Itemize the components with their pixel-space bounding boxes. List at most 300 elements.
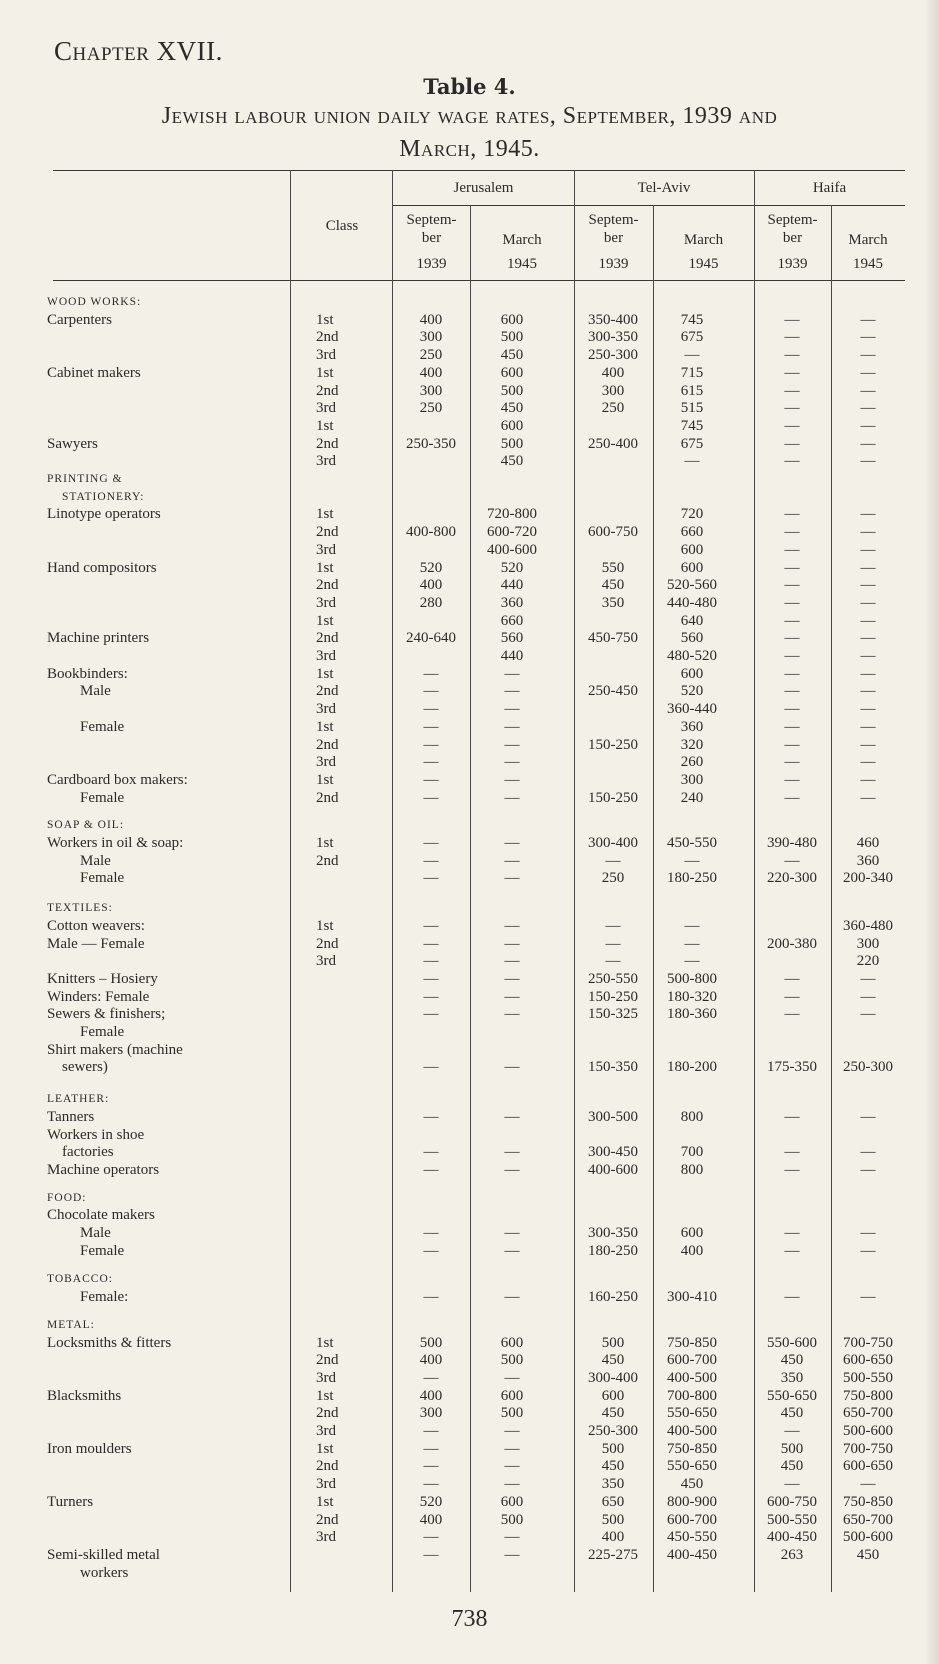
wage-cell: — bbox=[504, 1423, 520, 1439]
wage-cell: — bbox=[860, 435, 876, 452]
wage-cell: — bbox=[423, 771, 439, 788]
wage-cell: 450 bbox=[601, 577, 625, 594]
wage-cell: — bbox=[684, 453, 700, 470]
wage-cell: 700-750 bbox=[843, 1334, 893, 1351]
wage-cell: — bbox=[504, 1289, 520, 1306]
march-header-year: 1945 bbox=[853, 256, 883, 272]
wage-cell: 745 bbox=[680, 311, 704, 328]
wage-cell: — bbox=[423, 917, 439, 934]
wage-cell: — bbox=[860, 577, 876, 594]
wage-cell: 480-520 bbox=[667, 648, 717, 664]
wage-cell: — bbox=[423, 1529, 439, 1546]
wage-cell: — bbox=[860, 630, 876, 647]
class-cell: 3rd bbox=[316, 1476, 336, 1493]
wage-cell: 300-450 bbox=[588, 1144, 638, 1161]
wage-cell: 460 bbox=[856, 835, 880, 851]
section-heading bbox=[0, 470, 939, 488]
wage-cell: 650-700 bbox=[843, 1511, 893, 1528]
wage-cell: 400-800 bbox=[406, 524, 456, 541]
wage-cell: 400 bbox=[419, 311, 443, 328]
table-row bbox=[0, 364, 939, 382]
class-cell: 3rd bbox=[316, 754, 336, 771]
row-label: Locksmiths & fitters bbox=[47, 1334, 172, 1351]
wage-cell: 300-350 bbox=[588, 329, 638, 346]
section-title: LEATHER: bbox=[47, 1093, 110, 1106]
row-label: Female bbox=[80, 870, 125, 887]
wage-cell: 240 bbox=[680, 789, 704, 806]
wage-cell: — bbox=[504, 1369, 520, 1386]
class-cell: 3rd bbox=[316, 648, 336, 664]
class-cell: 1st bbox=[316, 1493, 334, 1510]
wage-cell: 350-400 bbox=[588, 311, 638, 328]
class-cell: 2nd bbox=[316, 577, 339, 594]
table-row bbox=[0, 682, 939, 700]
wage-cell: — bbox=[784, 648, 800, 664]
wage-cell: — bbox=[504, 1242, 520, 1259]
wage-cell: — bbox=[504, 771, 520, 788]
class-cell: 2nd bbox=[316, 382, 339, 399]
wage-cell: 500 bbox=[780, 1440, 804, 1457]
wage-cell: 350 bbox=[601, 1476, 625, 1493]
wage-cell: — bbox=[784, 541, 800, 558]
wage-cell: — bbox=[504, 1458, 520, 1475]
wage-cell: 450 bbox=[780, 1352, 804, 1369]
wage-cell: — bbox=[784, 612, 800, 629]
wage-cell: 500 bbox=[500, 382, 524, 399]
wage-cell: — bbox=[423, 1161, 439, 1178]
table-row bbox=[0, 1493, 939, 1511]
section-title: FOOD: bbox=[47, 1191, 87, 1204]
wage-cell: 600 bbox=[500, 311, 524, 328]
wage-cell: 560 bbox=[500, 630, 524, 647]
wage-cell: 650-700 bbox=[843, 1405, 893, 1422]
wage-cell: 520 bbox=[419, 1493, 443, 1510]
class-cell: 1st bbox=[316, 917, 334, 934]
section-heading bbox=[0, 1316, 939, 1334]
section-heading bbox=[0, 1189, 939, 1207]
wage-cell: 160-250 bbox=[588, 1289, 638, 1306]
wage-cell: — bbox=[504, 1440, 520, 1457]
wage-cell: 550 bbox=[601, 559, 625, 576]
class-cell: 3rd bbox=[316, 400, 336, 417]
section-title-line2: STATIONERY: bbox=[62, 490, 145, 503]
wage-cell: — bbox=[684, 852, 700, 869]
table-row bbox=[0, 629, 939, 647]
wage-cell: 300 bbox=[680, 771, 704, 788]
wage-cell: — bbox=[504, 1161, 520, 1178]
wage-cell: — bbox=[605, 852, 621, 869]
wage-cell: — bbox=[784, 400, 800, 417]
wage-cell: — bbox=[504, 988, 520, 1005]
table-row bbox=[0, 346, 939, 364]
wage-cell: 615 bbox=[680, 382, 704, 399]
wage-cell: 250 bbox=[601, 400, 625, 417]
wage-cell: — bbox=[423, 852, 439, 869]
wage-cell: 640 bbox=[680, 612, 704, 629]
wage-cell: 600-750 bbox=[767, 1493, 817, 1510]
wage-cell: 450 bbox=[601, 1458, 625, 1475]
table-row bbox=[0, 399, 939, 417]
wage-cell: — bbox=[504, 917, 520, 934]
wage-cell: 600 bbox=[500, 1493, 524, 1510]
wage-cell: 600-700 bbox=[667, 1511, 717, 1528]
wage-cell: 500 bbox=[601, 1440, 625, 1457]
table-row bbox=[0, 718, 939, 736]
wage-cell: 745 bbox=[680, 417, 704, 434]
wage-cell: — bbox=[423, 1423, 439, 1439]
class-cell: 2nd bbox=[316, 435, 339, 452]
wage-cell: 400 bbox=[419, 577, 443, 594]
wage-cell: — bbox=[504, 754, 520, 771]
class-cell: 1st bbox=[316, 1387, 334, 1404]
wage-cell: — bbox=[784, 683, 800, 700]
wage-cell: — bbox=[784, 789, 800, 806]
wage-cell: 300 bbox=[856, 935, 880, 952]
wage-cell: — bbox=[423, 701, 439, 718]
wage-cell: 600 bbox=[680, 1225, 704, 1241]
wage-cell: — bbox=[860, 506, 876, 523]
row-label: Male bbox=[80, 1225, 111, 1241]
row-label: Linotype operators bbox=[47, 506, 161, 523]
wage-cell: 200-380 bbox=[767, 935, 817, 952]
wage-cell: — bbox=[504, 1059, 520, 1076]
wage-cell: — bbox=[423, 835, 439, 851]
section-heading bbox=[0, 293, 939, 311]
class-cell: 1st bbox=[316, 1440, 334, 1457]
sep-header-line2: ber bbox=[603, 230, 624, 246]
wage-cell: — bbox=[504, 1006, 520, 1023]
row-label: Male — Female bbox=[47, 935, 145, 952]
wage-cell: — bbox=[423, 736, 439, 753]
row-label: Female bbox=[80, 789, 125, 806]
wage-cell: — bbox=[860, 594, 876, 611]
table-row bbox=[0, 1023, 939, 1041]
wage-cell: — bbox=[423, 683, 439, 700]
class-cell: 2nd bbox=[316, 852, 339, 869]
wage-cell: — bbox=[784, 1289, 800, 1306]
wage-cell: 320 bbox=[680, 736, 704, 753]
wage-cell: 250-300 bbox=[843, 1059, 893, 1076]
wage-cell: — bbox=[784, 417, 800, 434]
wage-cell: 700-750 bbox=[843, 1440, 893, 1457]
wage-cell: — bbox=[504, 1529, 520, 1546]
table-row bbox=[0, 452, 939, 470]
wage-cell: 150-325 bbox=[588, 1006, 638, 1023]
class-cell: 2nd bbox=[316, 935, 339, 952]
row-label: Hand compositors bbox=[47, 559, 157, 576]
wage-cell: 450 bbox=[500, 347, 524, 364]
table-row bbox=[0, 952, 939, 970]
wage-cell: — bbox=[423, 754, 439, 771]
row-label: Iron moulders bbox=[47, 1440, 132, 1457]
wage-cell: — bbox=[784, 736, 800, 753]
wage-cell: — bbox=[784, 970, 800, 987]
wage-cell: — bbox=[860, 754, 876, 771]
table-row bbox=[0, 1108, 939, 1126]
wage-cell: 250-550 bbox=[588, 970, 638, 987]
wage-cell: 150-250 bbox=[588, 736, 638, 753]
table-row bbox=[0, 1334, 939, 1352]
page-edge-shadow bbox=[925, 0, 939, 1664]
row-label: Female bbox=[80, 1024, 125, 1040]
row-label: Workers in oil & soap: bbox=[47, 835, 184, 851]
table-row bbox=[0, 1058, 939, 1076]
wage-cell: — bbox=[684, 347, 700, 364]
wage-cell: 400 bbox=[419, 1352, 443, 1369]
table-row bbox=[0, 541, 939, 559]
table-row bbox=[0, 559, 939, 577]
wage-cell: 500-600 bbox=[843, 1423, 893, 1439]
class-cell: 3rd bbox=[316, 1369, 336, 1386]
sep-header-year: 1939 bbox=[598, 256, 629, 272]
wage-cell: 800-900 bbox=[667, 1493, 717, 1510]
wage-cell: — bbox=[504, 953, 520, 970]
wage-cell: 400-600 bbox=[588, 1161, 638, 1178]
wage-cell: — bbox=[504, 970, 520, 987]
class-cell: 2nd bbox=[316, 1511, 339, 1528]
wage-cell: — bbox=[784, 559, 800, 576]
wage-cell: 750-800 bbox=[843, 1387, 893, 1404]
wage-cell: 400-450 bbox=[767, 1529, 817, 1546]
city-header-0: Jerusalem bbox=[453, 180, 514, 196]
row-label: Chocolate makers bbox=[47, 1207, 155, 1224]
wage-cell: — bbox=[784, 506, 800, 523]
class-cell: 1st bbox=[316, 835, 334, 851]
wage-cell: 250 bbox=[601, 870, 625, 887]
section-heading bbox=[0, 816, 939, 834]
wage-cell: — bbox=[860, 1242, 876, 1259]
row-label: Male bbox=[80, 852, 111, 869]
wage-cell: — bbox=[784, 364, 800, 381]
wage-cell: 200-340 bbox=[843, 870, 893, 887]
wage-cell: 450 bbox=[601, 1352, 625, 1369]
table-row bbox=[0, 1387, 939, 1405]
row-label: workers bbox=[80, 1564, 129, 1581]
wage-cell: — bbox=[423, 953, 439, 970]
wage-cell: 440-480 bbox=[667, 594, 717, 611]
class-cell: 1st bbox=[316, 612, 334, 629]
table-row bbox=[0, 612, 939, 630]
wage-cell: 550-650 bbox=[667, 1405, 717, 1422]
wage-cell: 800 bbox=[680, 1161, 704, 1178]
class-cell: 1st bbox=[316, 771, 334, 788]
page-number: 738 bbox=[451, 1606, 488, 1632]
table-row bbox=[0, 523, 939, 541]
sep-header-line2: ber bbox=[782, 230, 803, 246]
table-row bbox=[0, 834, 939, 852]
march-header-year: 1945 bbox=[688, 256, 719, 272]
march-header: March bbox=[848, 232, 888, 248]
table-row bbox=[0, 594, 939, 612]
wage-cell: 220-300 bbox=[767, 870, 817, 887]
wage-cell: 600 bbox=[500, 417, 524, 434]
wage-cell: 450 bbox=[500, 453, 524, 470]
table-row bbox=[0, 970, 939, 988]
wage-cell: 675 bbox=[680, 435, 704, 452]
wage-cell: — bbox=[784, 577, 800, 594]
wage-cell: 250 bbox=[419, 400, 443, 417]
row-label: Turners bbox=[47, 1493, 94, 1510]
wage-cell: 750-850 bbox=[843, 1493, 893, 1510]
wage-cell: 550-650 bbox=[767, 1387, 817, 1404]
wage-cell: 600-650 bbox=[843, 1352, 893, 1369]
wage-cell: — bbox=[784, 594, 800, 611]
wage-cell: — bbox=[504, 736, 520, 753]
wage-cell: 400 bbox=[601, 364, 625, 381]
wage-cell: 300-400 bbox=[588, 835, 638, 851]
wage-cell: — bbox=[860, 970, 876, 987]
wage-cell: 450 bbox=[601, 1405, 625, 1422]
wage-cell: — bbox=[860, 400, 876, 417]
class-cell: 1st bbox=[316, 417, 334, 434]
wage-cell: — bbox=[423, 1144, 439, 1161]
wage-cell: 560 bbox=[680, 630, 704, 647]
row-label: Female bbox=[80, 1242, 125, 1259]
wage-cell: — bbox=[784, 988, 800, 1005]
wage-cell: — bbox=[860, 311, 876, 328]
wage-cell: — bbox=[784, 1006, 800, 1023]
wage-cell: 180-250 bbox=[588, 1242, 638, 1259]
table-row bbox=[0, 1224, 939, 1242]
wage-cell: 250-350 bbox=[406, 435, 456, 452]
wage-cell: 600-750 bbox=[588, 524, 638, 541]
table-title-line-1: Jewish labour union daily wage rates, September, 1939 and bbox=[161, 103, 778, 129]
wage-cell: 450 bbox=[780, 1405, 804, 1422]
wage-cell: 500 bbox=[601, 1511, 625, 1528]
row-label: Semi-skilled metal bbox=[47, 1546, 160, 1563]
wage-cell: 400 bbox=[680, 1242, 704, 1259]
wage-cell: 500 bbox=[500, 1405, 524, 1422]
table-row bbox=[0, 1475, 939, 1493]
sep-header-line1: Septem- bbox=[406, 212, 457, 228]
row-label: Female bbox=[80, 718, 125, 735]
class-cell: 3rd bbox=[316, 1529, 336, 1546]
wage-cell: — bbox=[423, 1108, 439, 1125]
wage-cell: — bbox=[784, 754, 800, 771]
table-row bbox=[0, 311, 939, 329]
class-cell: 2nd bbox=[316, 683, 339, 700]
wage-cell: 500 bbox=[500, 1352, 524, 1369]
wage-cell: — bbox=[423, 935, 439, 952]
class-cell: 3rd bbox=[316, 541, 336, 558]
table-row bbox=[0, 417, 939, 435]
wage-cell: — bbox=[860, 347, 876, 364]
wage-cell: — bbox=[423, 1242, 439, 1259]
table-row bbox=[0, 1126, 939, 1144]
city-header-2: Haifa bbox=[812, 180, 847, 196]
wage-cell: — bbox=[423, 1476, 439, 1493]
class-cell: 3rd bbox=[316, 953, 336, 970]
wage-cell: 360-440 bbox=[667, 701, 717, 718]
wage-cell: — bbox=[423, 970, 439, 987]
table-row bbox=[0, 1528, 939, 1546]
wage-cell: — bbox=[860, 683, 876, 700]
wage-cell: — bbox=[860, 541, 876, 558]
wage-cell: 650 bbox=[601, 1493, 625, 1510]
wage-cell: — bbox=[860, 648, 876, 664]
wage-cell: 660 bbox=[680, 524, 704, 541]
wage-cell: — bbox=[784, 701, 800, 718]
wage-cell: 440 bbox=[500, 577, 524, 594]
table-row bbox=[0, 753, 939, 771]
wage-cell: 600 bbox=[500, 1387, 524, 1404]
wage-cell: — bbox=[784, 771, 800, 788]
wage-cell: — bbox=[860, 701, 876, 718]
wage-cell: — bbox=[860, 789, 876, 806]
wage-cell: 500 bbox=[601, 1334, 625, 1351]
class-cell: 1st bbox=[316, 718, 334, 735]
table-row bbox=[0, 1161, 939, 1179]
class-cell: 2nd bbox=[316, 329, 339, 346]
row-label: Workers in shoe bbox=[47, 1126, 145, 1143]
class-cell: 2nd bbox=[316, 1458, 339, 1475]
wage-cell: 500 bbox=[500, 435, 524, 452]
row-label: Sawyers bbox=[47, 435, 98, 452]
wage-cell: 600 bbox=[601, 1387, 625, 1404]
wage-cell: — bbox=[605, 917, 621, 934]
table-row bbox=[0, 1206, 939, 1224]
wage-cell: — bbox=[860, 1289, 876, 1306]
table-row bbox=[0, 576, 939, 594]
wage-cell: 360 bbox=[500, 594, 524, 611]
wage-cell: 515 bbox=[680, 400, 704, 417]
class-cell: 3rd bbox=[316, 1423, 336, 1439]
city-header-1: Tel-Aviv bbox=[637, 180, 691, 196]
wage-cell: 500-550 bbox=[767, 1511, 817, 1528]
wage-cell: 300 bbox=[419, 1405, 443, 1422]
wage-cell: — bbox=[423, 1006, 439, 1023]
wage-cell: — bbox=[860, 1108, 876, 1125]
wage-cell: — bbox=[504, 835, 520, 851]
wage-cell: — bbox=[784, 347, 800, 364]
wage-cell: 600 bbox=[680, 665, 704, 682]
row-label: Cotton weavers: bbox=[47, 917, 145, 934]
table-title-line-2: March, 1945. bbox=[399, 136, 540, 162]
row-label: Blacksmiths bbox=[47, 1387, 122, 1404]
wage-cell: 720 bbox=[680, 506, 704, 523]
sep-header-year: 1939 bbox=[416, 256, 447, 272]
table-row bbox=[0, 988, 939, 1006]
section-title: TOBACCO: bbox=[47, 1273, 113, 1286]
wage-cell: 450-550 bbox=[667, 835, 717, 851]
wage-cell: — bbox=[423, 1059, 439, 1076]
class-cell: 3rd bbox=[316, 701, 336, 718]
table-row bbox=[0, 505, 939, 523]
wage-cell: — bbox=[860, 1144, 876, 1161]
wage-cell: 500-800 bbox=[667, 970, 717, 987]
table-row bbox=[0, 1564, 939, 1582]
row-label: Machine operators bbox=[47, 1161, 160, 1178]
table-top-rule bbox=[53, 170, 905, 171]
march-header: March bbox=[683, 232, 724, 248]
march-header-year: 1945 bbox=[507, 256, 537, 272]
wage-cell: — bbox=[504, 789, 520, 806]
wage-cell: 700-800 bbox=[667, 1387, 717, 1404]
wage-cell: 300 bbox=[601, 382, 625, 399]
table-label: Table 4. bbox=[423, 74, 516, 99]
wage-cell: 450-550 bbox=[667, 1529, 717, 1546]
wage-cell: — bbox=[784, 435, 800, 452]
wage-cell: 250-300 bbox=[588, 347, 638, 364]
class-cell: 2nd bbox=[316, 736, 339, 753]
class-cell: 1st bbox=[316, 1334, 334, 1351]
wage-cell: 350 bbox=[601, 594, 625, 611]
wage-cell: — bbox=[784, 1225, 800, 1241]
wage-cell: — bbox=[860, 382, 876, 399]
wage-cell: — bbox=[423, 870, 439, 887]
wage-cell: — bbox=[784, 1144, 800, 1161]
wage-cell: 715 bbox=[680, 364, 704, 381]
